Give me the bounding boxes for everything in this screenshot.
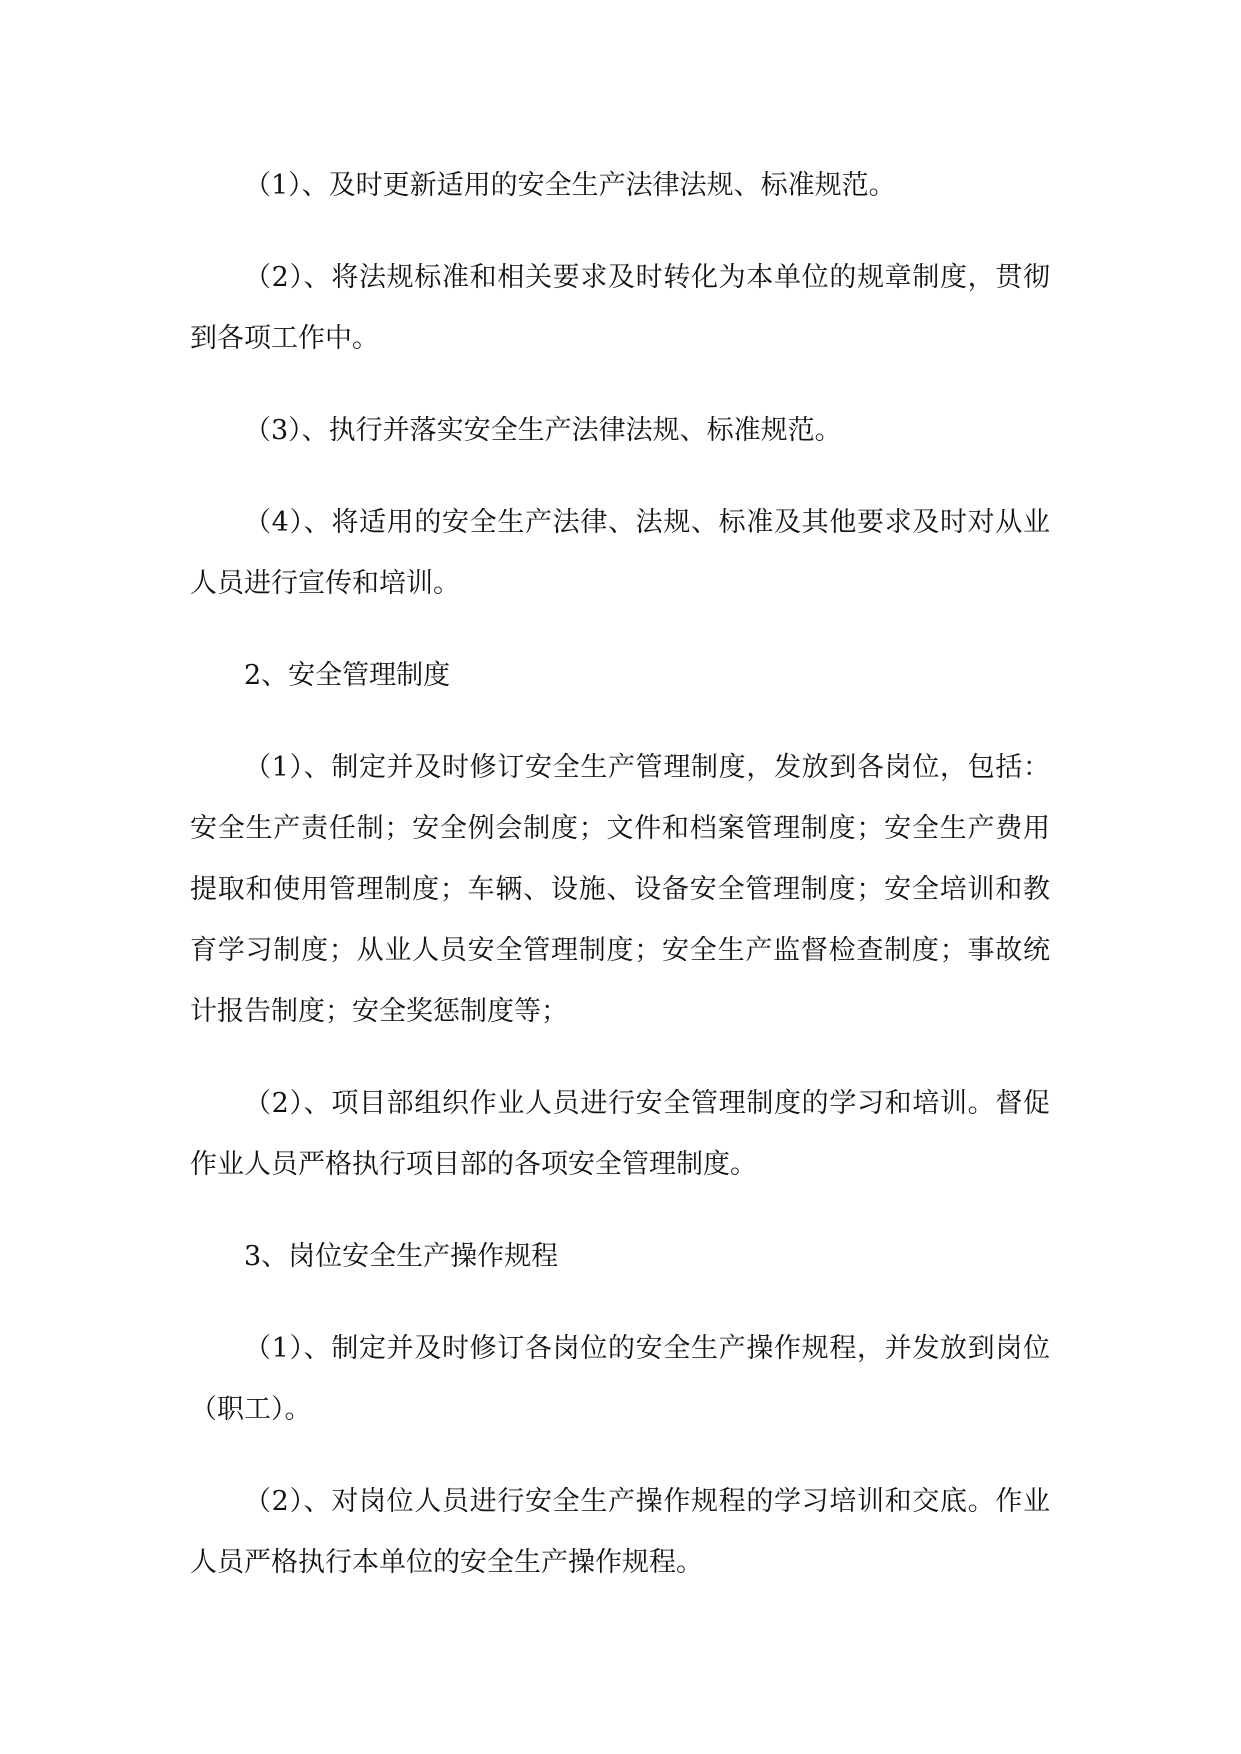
paragraph-1-4: （4）、将适用的安全生产法律、法规、标准及其他要求及时对从业人员进行宣传和培训。	[190, 507, 1050, 599]
document-body	[190, 155, 1050, 1624]
paragraph-3-2: （2）、对岗位人员进行安全生产操作规程的学习培训和交底。作业人员严格执行本单位的安全生产操作规程。	[190, 1486, 1050, 1578]
section-heading-3: 3、岗位安全生产操作规程	[244, 1241, 559, 1272]
paragraph-2-2: （2）、项目部组织作业人员进行安全管理制度的学习和培训。督促作业人员严格执行项目部的各项安全管理制度。	[190, 1088, 1050, 1180]
paragraph-1-1: （1）、及时更新适用的安全生产法律法规、标准规范。	[244, 170, 896, 201]
paragraph-2-1: （1）、制定并及时修订安全生产管理制度，发放到各岗位，包括：安全生产责任制；安全例会制度；文件和档案管理制度；安全生产费用提取和使用管理制度；车辆、设施、设备安全管理制度；安全培训和教育学习制度；从业人员安全管理制度；安全生产监督检查制度；事故统计报告制度；安全奖惩制度等；	[190, 752, 1050, 1027]
section-heading-2: 2、安全管理制度	[244, 660, 451, 691]
paragraph-1-2: （2）、将法规标准和相关要求及时转化为本单位的规章制度，贯彻到各项工作中。	[190, 262, 1050, 354]
paragraph-3-1: （1）、制定并及时修订各岗位的安全生产操作规程，并发放到岗位（职工）。	[190, 1333, 1050, 1425]
paragraph-1-3: （3）、执行并落实安全生产法律法规、标准规范。	[244, 415, 842, 446]
